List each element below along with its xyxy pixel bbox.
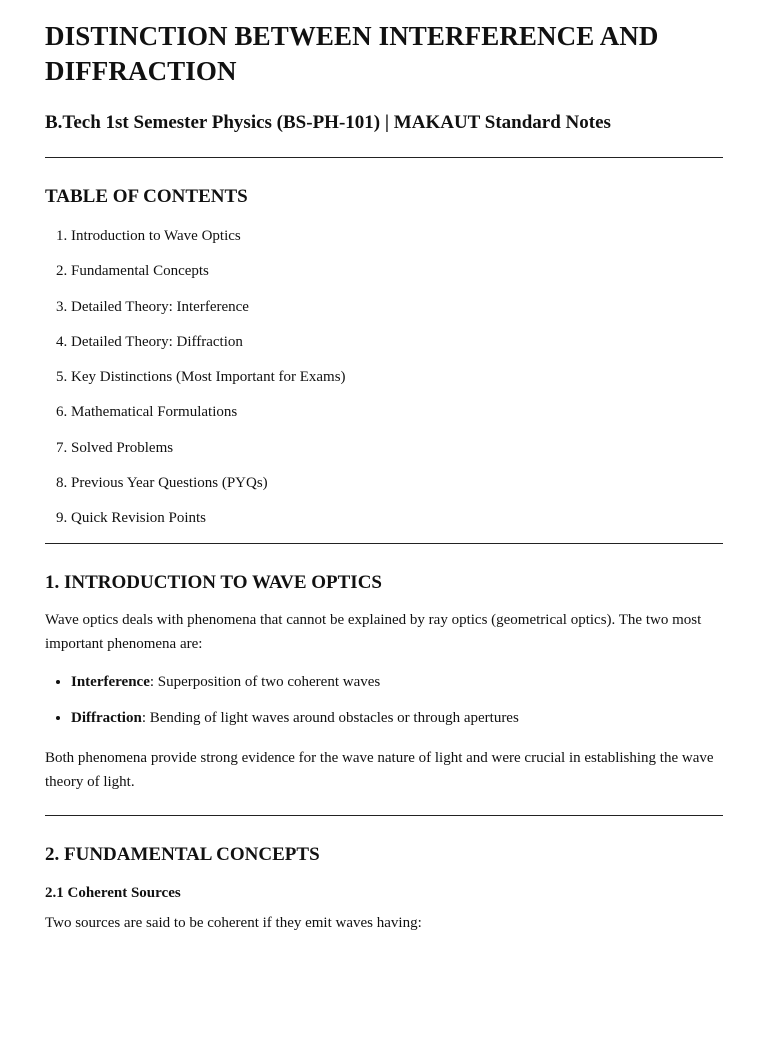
- paragraph: Both phenomena provide strong evidence for the wave nature of light and were crucial in establishing the wave theory of light.: [45, 750, 714, 791]
- document-page: [0, 19, 768, 935]
- subsection-heading: 2.1 Coherent Sources: [45, 885, 181, 902]
- document-subtitle: B.Tech 1st Semester Physics (BS-PH-101) | MAKAUT Standard Notes: [45, 112, 611, 133]
- list-item: • Diffraction: Bending of light waves around obstacles or through apertures: [71, 708, 723, 734]
- toc-item[interactable]: 2. Fundamental Concepts: [71, 261, 723, 296]
- toc-item[interactable]: 7. Solved Problems: [71, 438, 723, 473]
- toc-item[interactable]: 1. Introduction to Wave Optics: [71, 226, 723, 261]
- bullet-list: [45, 672, 723, 734]
- toc-item[interactable]: 5. Key Distinctions (Most Important for Exams): [71, 367, 723, 402]
- toc-item[interactable]: 8. Previous Year Questions (PYQs): [71, 473, 723, 508]
- divider: [45, 157, 723, 158]
- document-title: DISTINCTION BETWEEN INTERFERENCE AND DIFFRACTION: [45, 21, 659, 86]
- list-item: • Interference: Superposition of two coherent waves: [71, 672, 723, 708]
- toc-item[interactable]: 4. Detailed Theory: Diffraction: [71, 332, 723, 367]
- divider: [45, 543, 723, 544]
- paragraph: Two sources are said to be coherent if they emit waves having:: [45, 915, 422, 932]
- paragraph: Wave optics deals with phenomena that cannot be explained by ray optics (geometrical optics). The two most important phenomena are:: [45, 612, 702, 653]
- toc-item[interactable]: 3. Detailed Theory: Interference: [71, 297, 723, 332]
- toc-item[interactable]: 9. Quick Revision Points: [71, 508, 723, 532]
- divider: [45, 815, 723, 816]
- table-of-contents: [45, 226, 723, 532]
- section-heading: 1. INTRODUCTION TO WAVE OPTICS: [45, 572, 382, 594]
- toc-item[interactable]: 6. Mathematical Formulations: [71, 402, 723, 437]
- toc-heading: TABLE OF CONTENTS: [45, 186, 248, 207]
- section-heading: 2. FUNDAMENTAL CONCEPTS: [45, 844, 320, 866]
